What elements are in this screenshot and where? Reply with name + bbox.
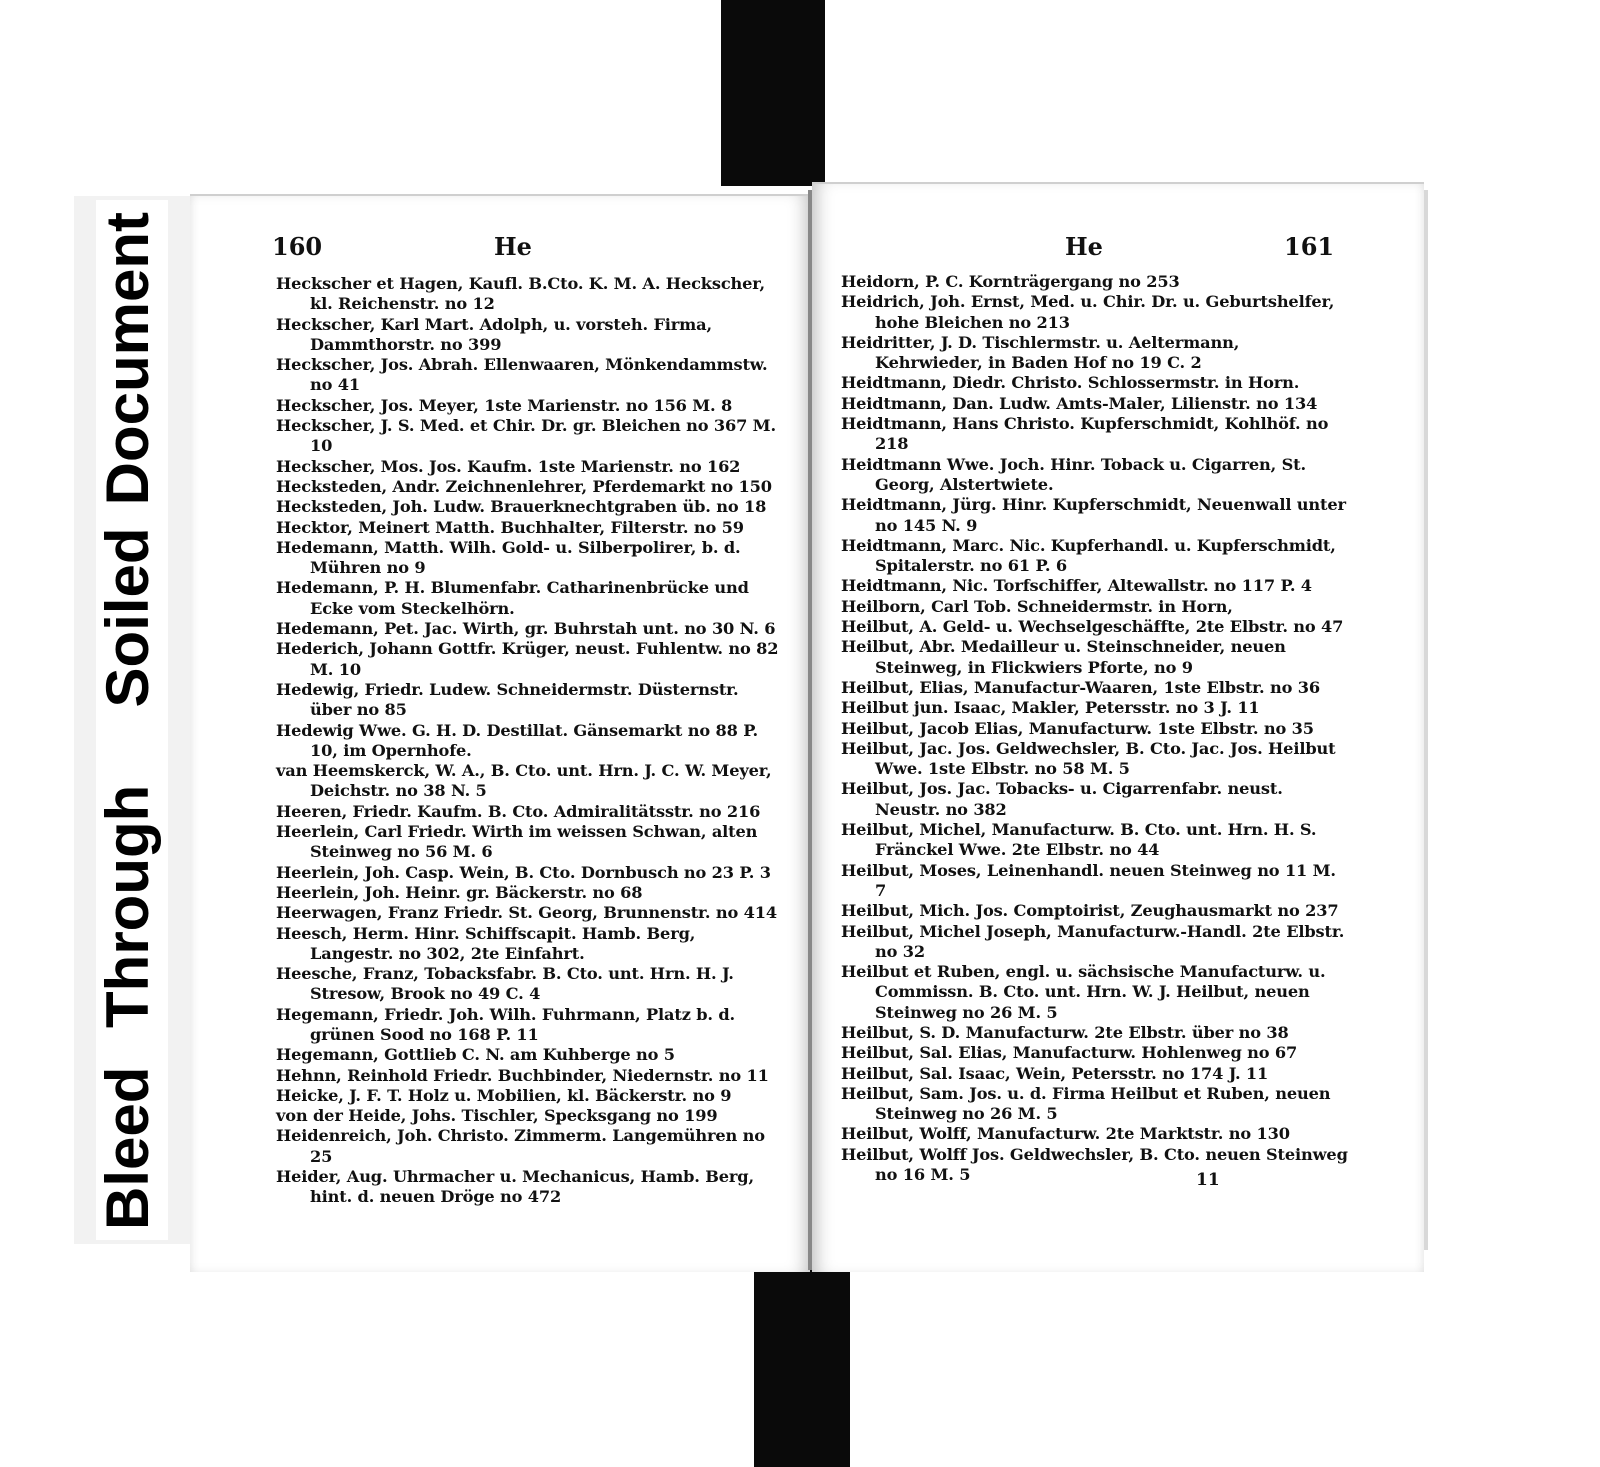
running-heading: He [494, 232, 532, 261]
directory-entry: Heesche, Franz, Tobacksfabr. B. Cto. unt. Hrn. H. J. Stresow, Brook no 49 C. 4 [276, 964, 734, 1004]
directory-entry: Heerwagen, Franz Friedr. St. Georg, Brunnenstr. no 414 [276, 903, 777, 923]
directory-entry: Heidtmann, Diedr. Christo. Schlossermstr. in Horn. [841, 373, 1300, 393]
directory-entry: Heckscher, Karl Mart. Adolph, u. vorsteh. Firma, Dammthorstr. no 399 [276, 314, 712, 354]
directory-entry: Hecksteden, Joh. Ludw. Brauerknechtgraben üb. no 18 [276, 497, 767, 517]
directory-entry: Heilbut, Wolff Jos. Geldwechsler, B. Cto. neuen Steinweg no 16 M. 5 [841, 1144, 1348, 1185]
directory-entry: Heicke, J. F. T. Holz u. Mobilien, kl. Bäckerstr. no 9 [276, 1085, 732, 1105]
binding-strap-top [721, 0, 825, 186]
directory-entry: Heider, Aug. Uhrmacher u. Mechanicus, Hamb. Berg, hint. d. neuen Dröge no 472 [276, 1167, 754, 1207]
directory-entry: Heerlein, Carl Friedr. Wirth im weissen Schwan, alten Steinweg no 56 M. 6 [276, 822, 758, 862]
directory-entry: Heilbut et Ruben, engl. u. sächsische Manufacturw. u. Commissn. B. Cto. unt. Hrn. W. J. Heilbut, neuen Steinweg no 26 M. 5 [841, 962, 1326, 1022]
directory-entry: Heilbut, A. Geld- u. Wechselgeschäffte, 2te Elbstr. no 47 [841, 617, 1344, 637]
binding-strap-bottom [754, 1258, 850, 1467]
directory-entry: Heilbut, Jos. Jac. Tobacks- u. Cigarrenfabr. neust. Neustr. no 382 [841, 779, 1283, 819]
directory-entry: Heilbut, Jac. Jos. Geldwechsler, B. Cto. Jac. Jos. Heilbut Wwe. 1ste Elbstr. no 58 M. 5 [841, 738, 1336, 779]
directory-entry: Hehnn, Reinhold Friedr. Buchbinder, Niedernstr. no 11 [276, 1065, 769, 1085]
directory-entry: Heidorn, P. C. Kornträgergang no 253 [841, 272, 1180, 291]
stamp-word: Soiled [94, 527, 161, 708]
directory-entry: Heilbut, Sal. Isaac, Wein, Petersstr. no 174 J. 11 [841, 1063, 1269, 1083]
directory-entry: Heckscher, J. S. Med. et Chir. Dr. gr. Bleichen no 367 M. 10 [276, 416, 776, 456]
directory-entry: Hedemann, Matth. Wilh. Gold- u. Silberpolirer, b. d. Mühren no 9 [276, 537, 741, 578]
directory-entry: Heidtmann Wwe. Joch. Hinr. Toback u. Cigarren, St. Georg, Alstertwiete. [841, 454, 1306, 494]
directory-entry: Hegemann, Gottlieb C. N. am Kuhberge no 5 [276, 1045, 675, 1065]
directory-entries [276, 274, 780, 1208]
directory-entry: Hedemann, P. H. Blumenfabr. Catharinenbrücke und Ecke vom Steckelhörn. [276, 578, 749, 618]
directory-entry: Hedewig, Friedr. Ludew. Schneidermstr. Düsternstr. über no 85 [276, 679, 739, 720]
directory-entry: Heidrich, Joh. Ernst, Med. u. Chir. Dr. u. Geburtshelfer, hohe Bleichen no 213 [841, 292, 1335, 332]
directory-entry: Heidtmann, Jürg. Hinr. Kupferschmidt, Neuenwall unter no 145 N. 9 [841, 495, 1346, 535]
directory-entry: Heilbut, Sam. Jos. u. d. Firma Heilbut et Ruben, neuen Steinweg no 26 M. 5 [841, 1083, 1331, 1124]
directory-entry: Heilbut, S. D. Manufacturw. 2te Elbstr. über no 38 [841, 1022, 1289, 1042]
directory-entry: van Heemskerck, W. A., B. Cto. unt. Hrn. J. C. W. Meyer, Deichstr. no 38 N. 5 [276, 761, 772, 801]
directory-entry: Heckscher, Jos. Meyer, 1ste Marienstr. no 156 M. 8 [276, 395, 733, 415]
directory-entry: Heilbut, Michel, Manufacturw. B. Cto. unt. Hrn. H. S. Fränckel Wwe. 2te Elbstr. no 44 [841, 820, 1317, 860]
directory-entry: Hedemann, Pet. Jac. Wirth, gr. Buhrstah unt. no 30 N. 6 [276, 619, 776, 639]
stamp-word: Document [94, 212, 161, 506]
directory-entry: Heidritter, J. D. Tischlermstr. u. Aeltermann, Kehrwieder, in Baden Hof no 19 C. 2 [841, 332, 1240, 373]
running-heading: He [1065, 232, 1103, 261]
directory-entry: Heerlein, Joh. Heinr. gr. Bäckerstr. no 68 [276, 882, 643, 902]
directory-entry: Heilbut, Wolff, Manufacturw. 2te Marktstr. no 130 [841, 1124, 1290, 1144]
right-page [812, 182, 1424, 1272]
page-number: 160 [272, 232, 323, 261]
directory-entries [841, 272, 1351, 1185]
directory-entry: Heilbut jun. Isaac, Makler, Petersstr. no 3 J. 11 [841, 698, 1260, 718]
directory-entry: Heidtmann, Marc. Nic. Kupferhandl. u. Kupferschmidt, Spitalerstr. no 61 P. 6 [841, 535, 1336, 576]
directory-entry: Heidenreich, Joh. Christo. Zimmerm. Langemühren no 25 [276, 1126, 765, 1166]
directory-entry: Hecktor, Meinert Matth. Buchhalter, Filterstr. no 59 [276, 517, 744, 537]
directory-entry: Hegemann, Friedr. Joh. Wilh. Fuhrmann, Platz b. d. grünen Sood no 168 P. 11 [276, 1004, 736, 1044]
directory-entry: Heeren, Friedr. Kaufm. B. Cto. Admiralitätsstr. no 216 [276, 801, 761, 821]
directory-entry: Hederich, Johann Gottfr. Krüger, neust. Fuhlentw. no 82 M. 10 [276, 639, 779, 679]
directory-entry: Heidtmann, Hans Christo. Kupferschmidt, Kohlhöf. no 218 [841, 414, 1329, 454]
directory-entry: von der Heide, Johs. Tischler, Specksgang no 199 [276, 1106, 718, 1126]
directory-entry: Heilbut, Moses, Leinenhandl. neuen Steinweg no 11 M. 7 [841, 860, 1336, 900]
directory-entry: Heilbut, Abr. Medailleur u. Steinschneider, neuen Steinweg, in Flickwiers Pforte, no 9 [841, 637, 1286, 677]
directory-entry: Heilborn, Carl Tob. Schneidermstr. in Horn, [841, 596, 1233, 616]
left-page [190, 194, 810, 1272]
directory-entry: Heckscher et Hagen, Kaufl. B.Cto. K. M. A. Heckscher, kl. Reichenstr. no 12 [276, 274, 765, 314]
page-edge [1424, 190, 1428, 1250]
page-number: 161 [1284, 232, 1335, 261]
directory-entry: Heidtmann, Dan. Ludw. Amts-Maler, Lilienstr. no 134 [841, 393, 1318, 413]
directory-entry: Heilbut, Michel Joseph, Manufacturw.-Handl. 2te Elbstr. no 32 [841, 921, 1345, 961]
signature-mark: 11 [1196, 1170, 1220, 1190]
directory-entry: Hedewig Wwe. G. H. D. Destillat. Gänsemarkt no 88 P. 10, im Opernhofe. [276, 720, 759, 760]
directory-entry: Heilbut, Mich. Jos. Comptoirist, Zeughausmarkt no 237 [841, 901, 1339, 921]
directory-entry: Heilbut, Jacob Elias, Manufacturw. 1ste Elbstr. no 35 [841, 718, 1314, 738]
directory-entry: Heckscher, Jos. Abrah. Ellenwaaren, Mönkendammstw. no 41 [276, 355, 768, 395]
directory-entry: Heerlein, Joh. Casp. Wein, B. Cto. Dornbusch no 23 P. 3 [276, 862, 771, 882]
condition-stamp [93, 212, 163, 1230]
directory-entry: Heesch, Herm. Hinr. Schiffscapit. Hamb. Berg, Langestr. no 302, 2te Einfahrt. [276, 923, 696, 963]
directory-entry: Heckscher, Mos. Jos. Kaufm. 1ste Marienstr. no 162 [276, 456, 741, 476]
directory-entry: Hecksteden, Andr. Zeichnenlehrer, Pferdemarkt no 150 [276, 476, 772, 496]
directory-entry: Heilbut, Elias, Manufactur-Waaren, 1ste Elbstr. no 36 [841, 677, 1320, 697]
directory-entry: Heilbut, Sal. Elias, Manufacturw. Hohlenweg no 67 [841, 1043, 1298, 1063]
stamp-word: Bleed [94, 1066, 161, 1230]
directory-entry: Heidtmann, Nic. Torfschiffer, Altewallstr. no 117 P. 4 [841, 576, 1312, 596]
stamp-word: Through [94, 784, 161, 1028]
